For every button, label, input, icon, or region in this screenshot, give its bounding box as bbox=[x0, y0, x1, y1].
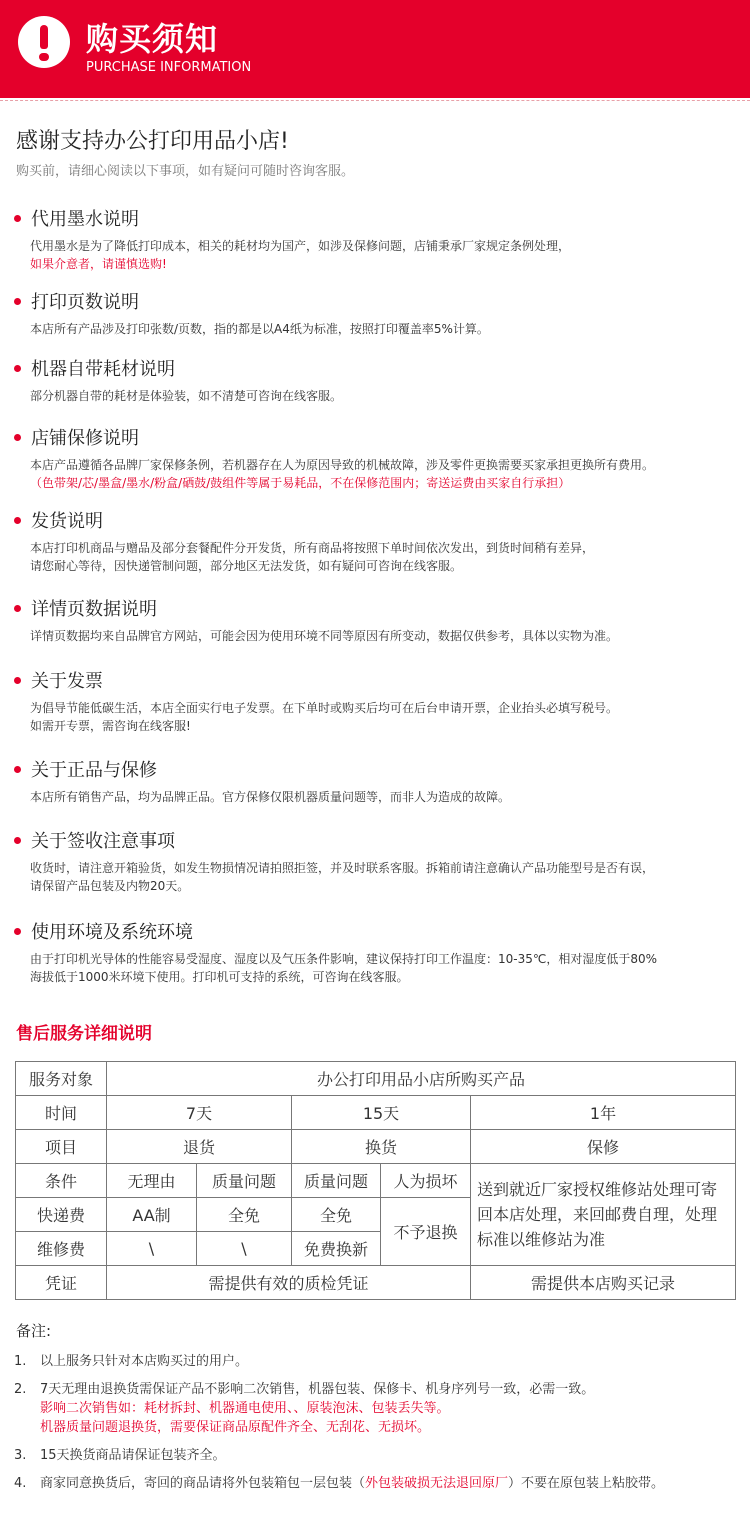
section-text: 请您耐心等待，因快递管制问题，部分地区无法发货，如有疑问可咨询在线客服。 bbox=[30, 559, 463, 573]
section-receipt bbox=[14, 827, 739, 895]
note-number: 1. bbox=[14, 1354, 27, 1369]
table-cell: 质量问题 bbox=[197, 1164, 292, 1198]
table-cell: 需提供本店购买记录 bbox=[471, 1266, 736, 1300]
section-text: 请保留产品包装及内物20天。 bbox=[30, 879, 190, 893]
note-text: ）不要在原包装上粘胶带。 bbox=[508, 1476, 665, 1491]
table-cell: 不予退换 bbox=[381, 1198, 471, 1266]
note-number: 2. bbox=[14, 1382, 27, 1397]
section-text: 本店产品遵循各品牌厂家保修条例，若机器存在人为原因导致的机械故障，涉及零件更换需要买家承担更换所有费用。 bbox=[30, 458, 655, 472]
section-text: 代用墨水是为了降低打印成本，相关的耗材均为国产，如涉及保修问题，店铺秉承厂家规定条例处理， bbox=[30, 239, 571, 253]
note-warning-text: 影响二次销售如：耗材拆封、机器通电使用、、原装泡沫、包装丢失等。 bbox=[40, 1401, 450, 1416]
section-invoice bbox=[14, 667, 739, 735]
section-text: 部分机器自带的耗材是体验装，如不清楚可咨询在线客服。 bbox=[30, 389, 343, 403]
exclamation-icon bbox=[18, 16, 70, 68]
repair-policy-cell: 送到就近厂家授权维修站处理可寄回本店处理，来回邮费自理，处理标准以维修站为准 bbox=[471, 1164, 736, 1266]
after-sales-table bbox=[15, 1061, 736, 1300]
notes-list bbox=[14, 1352, 734, 1502]
section-title: 详情页数据说明 bbox=[31, 599, 157, 620]
note-text: 商家同意换货后，寄回的商品请将外包装箱包一层包装（ bbox=[40, 1476, 366, 1491]
section-text: 本店打印机商品与赠品及部分套餐配件分开发货，所有商品将按照下单时间依次发出，到货时间稍有差异， bbox=[30, 541, 595, 555]
header-banner bbox=[0, 0, 750, 98]
section-environment bbox=[14, 918, 739, 986]
section-shipping bbox=[14, 507, 739, 575]
section-title: 关于签收注意事项 bbox=[31, 831, 175, 852]
note-text: 以上服务只针对本店购买过的用户。 bbox=[40, 1354, 249, 1369]
note-warning-text: 机器质量问题退换货，需要保证商品原配件齐全、无刮花、无损坏。 bbox=[40, 1420, 431, 1435]
section-title: 使用环境及系统环境 bbox=[31, 922, 193, 943]
section-text: 本店所有产品涉及打印张数/页数，指的都是以A4纸为标准，按照打印覆盖率5%计算。 bbox=[30, 322, 489, 336]
table-cell: 快递费 bbox=[16, 1198, 107, 1232]
table-cell: 办公打印用品小店所购买产品 bbox=[107, 1062, 736, 1096]
table-cell: 质量问题 bbox=[292, 1164, 381, 1198]
table-row bbox=[16, 1164, 736, 1198]
notes-label: 备注: bbox=[16, 1322, 52, 1340]
table-cell: 免费换新 bbox=[292, 1232, 381, 1266]
bullet-dot-icon bbox=[14, 365, 21, 372]
table-cell: 凭证 bbox=[16, 1266, 107, 1300]
table-cell: 全免 bbox=[197, 1198, 292, 1232]
table-cell: 全免 bbox=[292, 1198, 381, 1232]
table-row bbox=[16, 1062, 736, 1096]
bullet-dot-icon bbox=[14, 766, 21, 773]
table-row bbox=[16, 1266, 736, 1300]
section-text: 为倡导节能低碳生活，本店全面实行电子发票。在下单时或购买后均可在后台申请开票，企业抬头必填写税号。 bbox=[30, 701, 619, 715]
section-title: 关于正品与保修 bbox=[31, 760, 157, 781]
table-cell: 保修 bbox=[471, 1130, 736, 1164]
intro-title: 感谢支持办公打印用品小店! bbox=[16, 129, 289, 154]
section-genuine bbox=[14, 756, 739, 806]
table-row bbox=[16, 1096, 736, 1130]
intro-subtitle: 购买前，请细心阅读以下事项，如有疑问可随时咨询客服。 bbox=[16, 164, 355, 179]
bullet-dot-icon bbox=[14, 928, 21, 935]
bullet-dot-icon bbox=[14, 605, 21, 612]
table-cell: 服务对象 bbox=[16, 1062, 107, 1096]
table-cell: 人为损坏 bbox=[381, 1164, 471, 1198]
table-cell: 项目 bbox=[16, 1130, 107, 1164]
table-cell: \ bbox=[107, 1232, 197, 1266]
table-cell: 维修费 bbox=[16, 1232, 107, 1266]
table-cell: 换货 bbox=[292, 1130, 471, 1164]
table-cell: \ bbox=[197, 1232, 292, 1266]
section-title: 关于发票 bbox=[31, 671, 103, 692]
bullet-dot-icon bbox=[14, 298, 21, 305]
table-cell: 退货 bbox=[107, 1130, 292, 1164]
section-warning-text: 如果介意者，请谨慎选购! bbox=[30, 257, 167, 271]
section-text: 本店所有销售产品，均为品牌正品。官方保修仅限机器质量问题等，而非人为造成的故障。 bbox=[30, 790, 511, 804]
section-ink bbox=[14, 205, 739, 273]
table-cell: 时间 bbox=[16, 1096, 107, 1130]
section-title: 打印页数说明 bbox=[31, 292, 139, 313]
after-sales-title: 售后服务详细说明 bbox=[16, 1024, 152, 1044]
section-text: 由于打印机光导体的性能容易受湿度、湿度以及气压条件影响，建议保持打印工作温度：10-35℃，相对湿度低于80% bbox=[30, 952, 658, 966]
note-number: 3. bbox=[14, 1448, 27, 1463]
section-text: 详情页数据均来自品牌官方网站，可能会因为使用环境不同等原因有所变动，数据仅供参考，具体以实物为准。 bbox=[30, 629, 619, 643]
list-item bbox=[14, 1474, 734, 1493]
section-title: 店铺保修说明 bbox=[31, 428, 139, 449]
table-cell: 15天 bbox=[292, 1096, 471, 1130]
list-item bbox=[14, 1446, 734, 1465]
section-title: 代用墨水说明 bbox=[31, 209, 139, 230]
table-cell: AA制 bbox=[107, 1198, 197, 1232]
section-text: 海拔低于1000米环境下使用。打印机可支持的系统，可咨询在线客服。 bbox=[30, 970, 409, 984]
table-cell: 需提供有效的质检凭证 bbox=[107, 1266, 471, 1300]
section-pages bbox=[14, 288, 739, 338]
bullet-dot-icon bbox=[14, 434, 21, 441]
note-text: 15天换货商品请保证包装齐全。 bbox=[40, 1448, 226, 1463]
section-warning-text: （色带架/芯/墨盒/墨水/粉盒/硒鼓/鼓组件等属于易耗品，不在保修范围内；寄送运费由买家自行承担） bbox=[30, 476, 571, 490]
section-title: 发货说明 bbox=[31, 511, 103, 532]
bullet-dot-icon bbox=[14, 837, 21, 844]
bullet-dot-icon bbox=[14, 215, 21, 222]
table-cell: 条件 bbox=[16, 1164, 107, 1198]
bullet-dot-icon bbox=[14, 517, 21, 524]
table-cell: 1年 bbox=[471, 1096, 736, 1130]
note-text: 7天无理由退换货需保证产品不影响二次销售，机器包装、保修卡、机身序列号一致，必需一致。 bbox=[40, 1382, 595, 1397]
table-cell: 7天 bbox=[107, 1096, 292, 1130]
table-cell: 无理由 bbox=[107, 1164, 197, 1198]
note-number: 4. bbox=[14, 1476, 27, 1491]
list-item bbox=[14, 1380, 734, 1437]
section-text: 收货时，请注意开箱验货，如发生物损情况请拍照拒签，并及时联系客服。拆箱前请注意确认产品功能型号是否有误， bbox=[30, 861, 655, 875]
section-detail-data bbox=[14, 595, 739, 645]
divider bbox=[0, 100, 750, 101]
section-warranty bbox=[14, 424, 739, 492]
bullet-dot-icon bbox=[14, 677, 21, 684]
banner-subtitle: PURCHASE INFORMATION bbox=[86, 60, 252, 75]
note-warning-text: 外包装破损无法退回原厂 bbox=[365, 1476, 509, 1491]
section-text: 如需开专票，需咨询在线客服! bbox=[30, 719, 191, 733]
banner-title: 购买须知 bbox=[86, 20, 219, 58]
section-title: 机器自带耗材说明 bbox=[31, 359, 175, 380]
section-supplies bbox=[14, 355, 739, 405]
list-item bbox=[14, 1352, 734, 1371]
table-row bbox=[16, 1130, 736, 1164]
